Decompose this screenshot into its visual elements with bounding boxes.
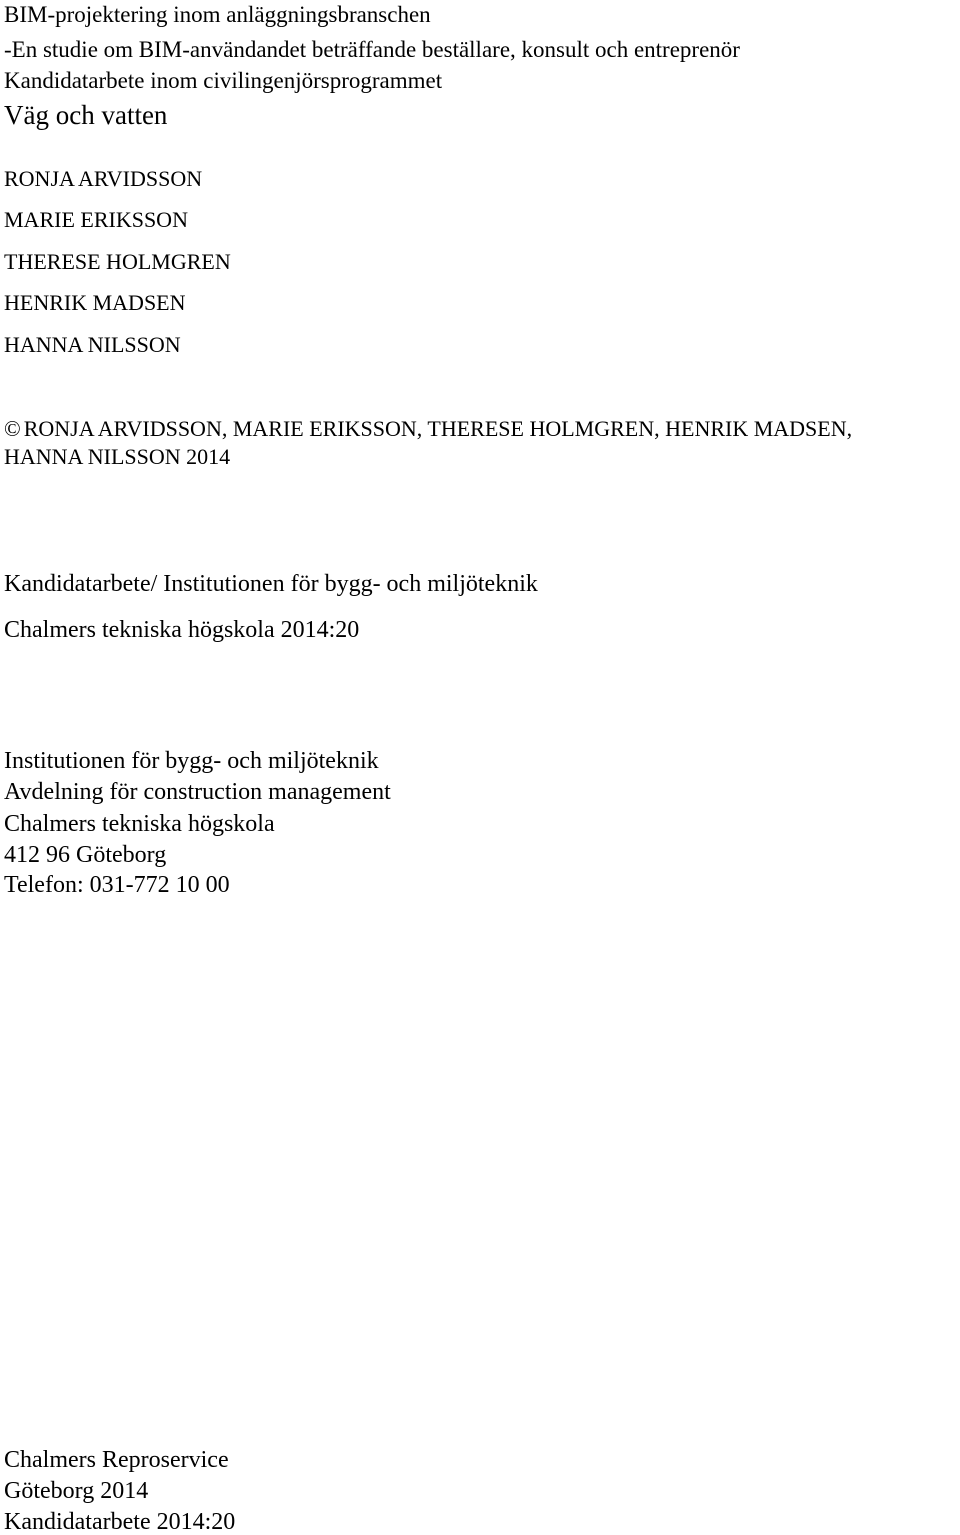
phone-line: Telefon: 031-772 10 00 [4,872,230,898]
author-name: HANNA NILSSON [4,332,181,357]
copyright-holders: RONJA ARVIDSSON, MARIE ERIKSSON, THERESE HOLMGREN, HENRIK MADSEN, [23,416,853,441]
author-name: HENRIK MADSEN [4,290,186,315]
address-line: Chalmers tekniska högskola [4,811,275,837]
author-name: THERESE HOLMGREN [4,249,231,274]
report-series: Kandidatarbete 2014:20 [4,1509,236,1535]
document-title: BIM-projektering inom anläggningsbranschen [4,2,431,27]
copyright-symbol: © [4,416,21,441]
address-line: 412 96 Göteborg [4,842,167,868]
report-number: Chalmers tekniska högskola 2014:20 [4,617,360,643]
print-place-year: Göteborg 2014 [4,1478,149,1504]
document-subtitle: -En studie om BIM-användandet beträffande beställare, konsult och entreprenör [4,37,740,62]
program-line: Kandidatarbete inom civilingenjörsprogrammet [4,68,443,93]
printer-name: Chalmers Reproservice [4,1447,229,1473]
author-name: MARIE ERIKSSON [4,207,188,232]
report-type: Kandidatarbete/ Institutionen för bygg- och miljöteknik [4,571,538,597]
copyright-line-2: HANNA NILSSON 2014 [4,444,231,469]
copyright-line-1 [4,418,852,440]
address-line: Avdelning för construction management [4,779,391,805]
author-name: RONJA ARVIDSSON [4,166,203,191]
program-direction: Väg och vatten [4,100,168,130]
address-line: Institutionen för bygg- och miljöteknik [4,748,379,774]
